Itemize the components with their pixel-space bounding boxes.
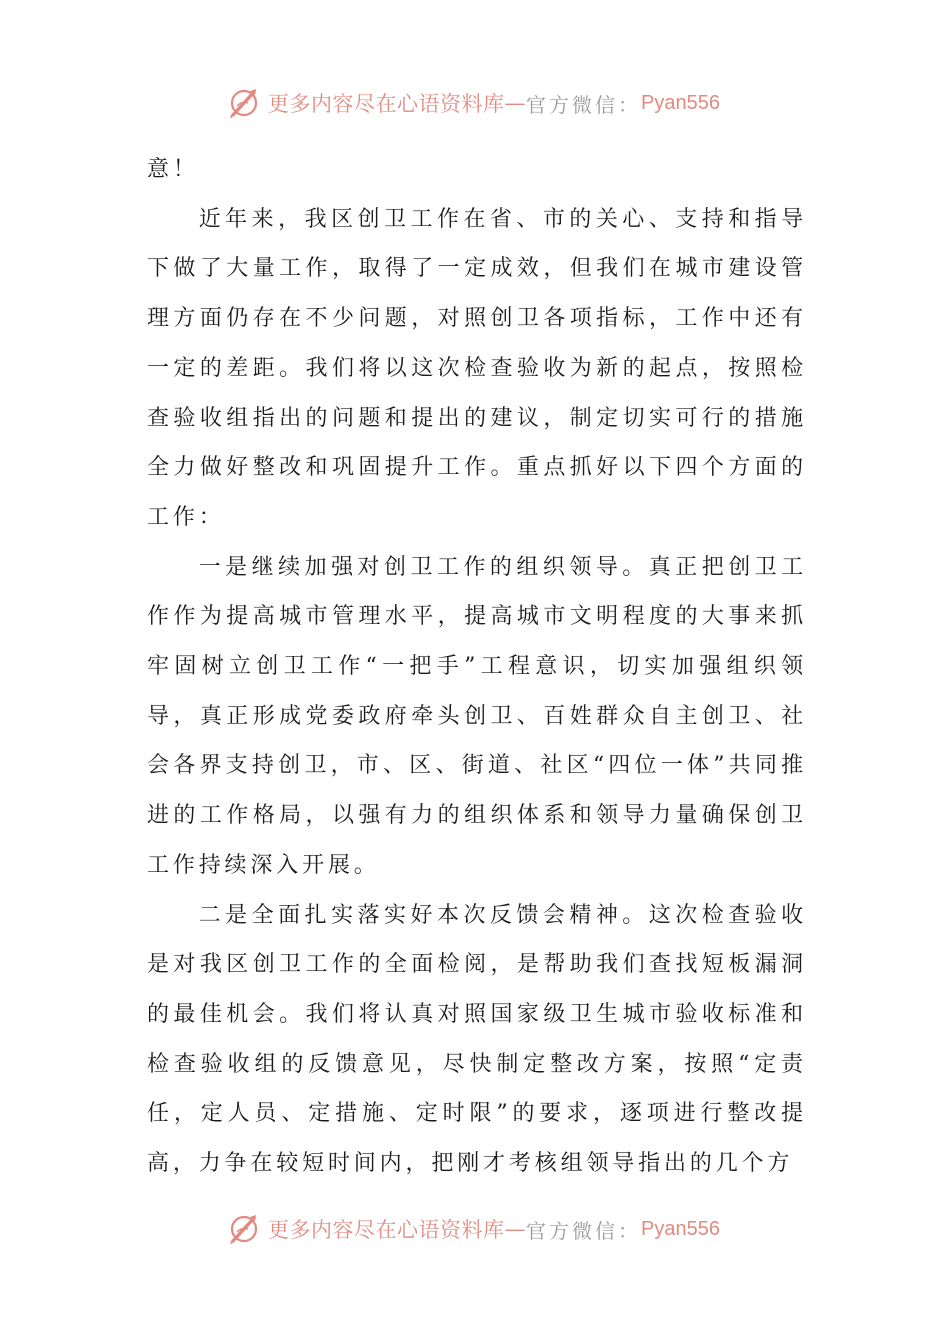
- pen-circle-logo-icon: [226, 85, 262, 121]
- banner-dash: —: [504, 91, 526, 115]
- footer-banner: [226, 1209, 720, 1249]
- banner-main-text: 更多内容尽在心语资料库: [268, 1218, 505, 1242]
- banner-wechat-id: Pyan556: [641, 91, 720, 114]
- banner-wechat-label: 官方微信：: [526, 92, 641, 117]
- paragraph: 二是全面扎实落实好本次反馈会精神。这次检查验收是对我区创卫工作的全面检阅，是帮助我们查找短板漏洞的最佳机会。我们将认真对照国家级卫生城市验收标准和检查验收组的反馈意见，尽快制定整改方案，按照“定责任，定人员、定措施、定时限”的要求，逐项进行整改提高，力争在较短时间内，把刚才考核组领导指出的几个方: [147, 902, 807, 1177]
- paragraph: 近年来，我区创卫工作在省、市的关心、支持和指导下做了大量工作，取得了一定成效，但我们在城市建设管理方面仍存在不少问题，对照创卫各项指标，工作中还有一定的差距。我们将以这次检查验收为新的起点，按照检查验收组指出的问题和提出的建议，制定切实可行的措施全力做好整改和巩固提升工作。重点抓好以下四个方面的工作：: [147, 206, 807, 530]
- banner-main-text: 更多内容尽在心语资料库: [268, 92, 505, 116]
- header-banner: [226, 83, 720, 123]
- banner-dash: —: [504, 1217, 526, 1241]
- paragraph: 意！: [147, 157, 199, 182]
- document-body: [147, 145, 807, 1189]
- banner-wechat-label: 官方微信：: [526, 1218, 641, 1243]
- pen-circle-logo-icon: [226, 1211, 262, 1247]
- banner-wechat-id: Pyan556: [641, 1217, 720, 1240]
- paragraph: 一是继续加强对创卫工作的组织领导。真正把创卫工作作为提高城市管理水平，提高城市文明程度的大事来抓牢固树立创卫工作“一把手”工程意识，切实加强组织领导，真正形成党委政府牵头创卫、百姓群众自主创卫、社会各界支持创卫，市、区、街道、社区“四位一体”共同推进的工作格局，以强有力的组织体系和领导力量确保创卫工作持续深入开展。: [147, 554, 807, 878]
